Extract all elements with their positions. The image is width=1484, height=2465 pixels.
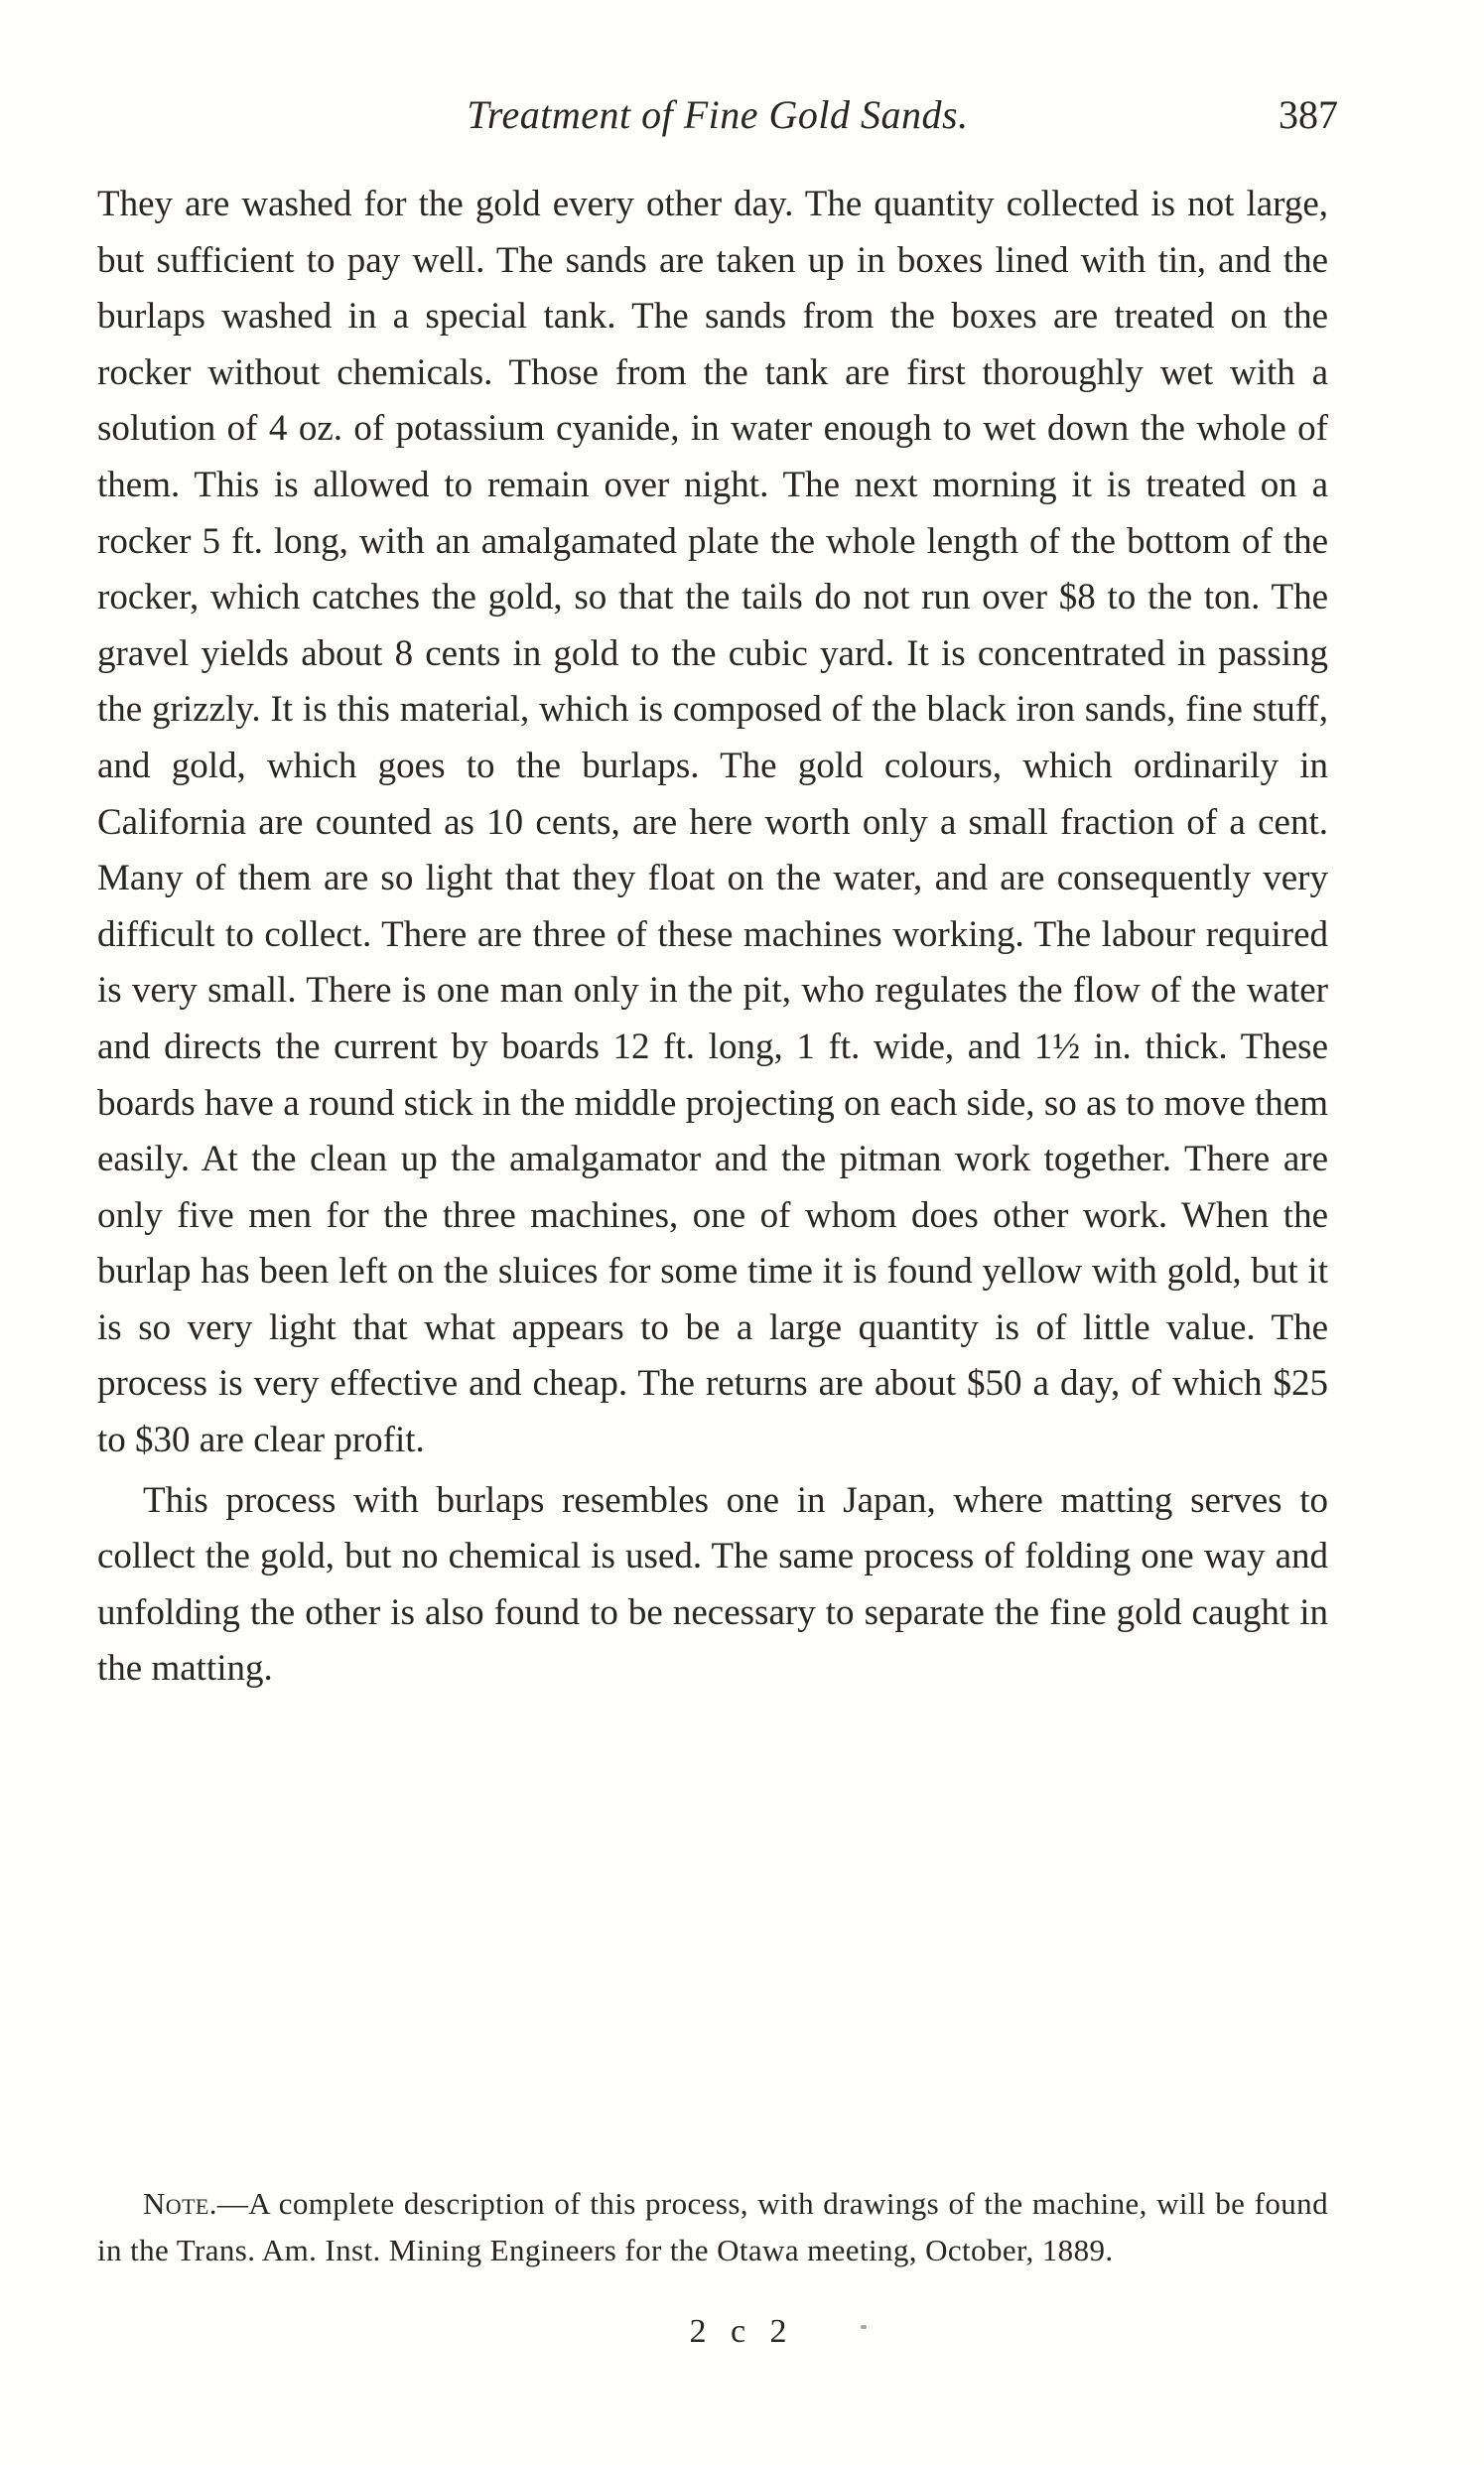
paragraph-2: This process with burlaps resembles one in Japan, where matting serves to collect the gold, but no chemical is used. The same process of folding one way and unfolding the other is also found to be necessary to separate the fine gold caught in the matting.	[97, 1479, 1328, 1690]
body-text	[97, 177, 1328, 1698]
note-text: —A complete description of this process, with drawings of the machine, will be found in the Trans. Am. Inst. Mining Engineers for the Otawa meeting, October, 1889.	[97, 2186, 1328, 2267]
paragraph-1: They are washed for the gold every other day. The quantity collected is not large, but sufficient to pay well. The sands are taken up in boxes lined with tin, and the burlaps washed in a special tank. The sands from the boxes are treated on the rocker without chemicals. Those from the tank are first thoroughly wet with a solution of 4 oz. of potassium cyanide, in water enough to wet down the whole of them. This is allowed to remain over night. The next morning it is treated on a rocker 5 ft. long, with an amalgamated plate the whole length of the bottom of the rocker, which catches the gold, so that the tails do not run over $8 to the ton. The gravel yields about 8 cents in gold to the cubic yard. It is concentrated in passing the grizzly. It is this material, which is composed of the black iron sands, fine stuff, and gold, which goes to the burlaps. The gold colours, which ordinarily in California are counted as 10 cents, are here worth only a small fraction of a cent. Many of them are so light that they float on the water, and are consequently very difficult to collect. There are three of these machines working. The labour required is very small. There is one man only in the pit, who regulates the flow of the water and directs the current by boards 12 ft. long, 1 ft. wide, and 1½ in. thick. These boards have a round stick in the middle projecting on each side, so as to move them easily. At the clean up the amalgamator and the pitman work together. There are only five men for the three machines, one of whom does other work. When the burlap has been left on the sluices for some time it is found yellow with gold, but it is so very light that what appears to be a large quantity is of little value. The process is very effective and cheap. The returns are about $50 a day, of which $25 to $30 are clear profit.	[97, 184, 1328, 1461]
signature-mark: 2 c 2	[689, 2313, 795, 2350]
note-label: Note.	[143, 2186, 217, 2221]
running-title: Treatment of Fine Gold Sands.	[467, 92, 969, 137]
page-header	[97, 91, 1338, 151]
footnote	[97, 2180, 1328, 2273]
page-number: 387	[1279, 92, 1338, 137]
ink-speck	[861, 2325, 867, 2329]
